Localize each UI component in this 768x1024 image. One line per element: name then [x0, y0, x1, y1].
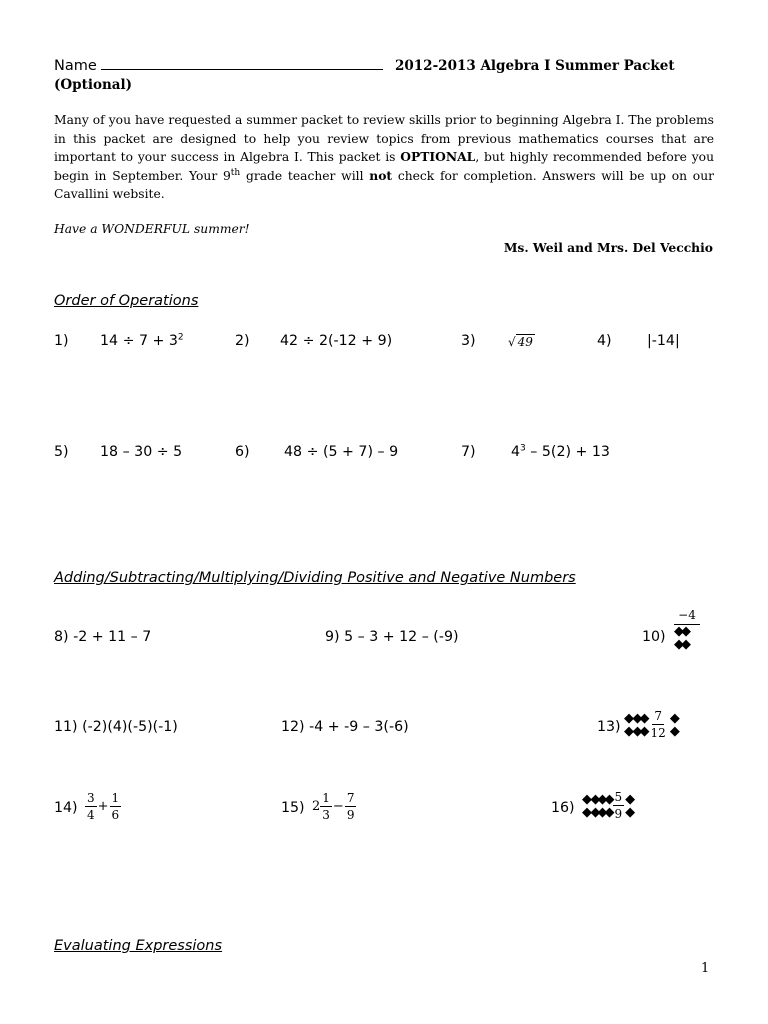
name-blank-line	[101, 57, 383, 70]
problem-5: 5)	[54, 444, 69, 460]
greeting: Have a WONDERFUL summer!	[54, 222, 250, 236]
problem-8: 8) -2 + 11 – 7	[54, 629, 152, 645]
problem-10-numerator: −4	[674, 607, 700, 625]
problem-3-sqrt: √ 49	[508, 335, 533, 349]
problem-3: 3)	[461, 333, 476, 349]
problem-13-expr: ◆ ◆◆ ◆ ◆◆ $\frac{7}{12}$ ◆ ◆	[624, 709, 677, 740]
problem-4-expr: |-14|	[647, 333, 680, 349]
signature: Ms. Weil and Mrs. Del Vecchio	[503, 240, 713, 255]
problem-14: 14)	[54, 800, 78, 816]
problem-15: 15)	[281, 800, 305, 816]
problem-12: 12) -4 + -9 – 3(-6)	[281, 719, 409, 735]
problem-1-expr: $14 \div 7 + 3^2$	[100, 332, 184, 349]
broken-glyph-icon: ◆ ◆	[669, 710, 677, 739]
packet-title: 2012-2013 Algebra I Summer Packet	[395, 58, 675, 74]
problem-9: 9) 5 – 3 + 12 – (-9)	[325, 629, 459, 645]
section-evaluating-expressions: Evaluating Expressions	[54, 938, 223, 954]
name-label: Name	[54, 57, 383, 74]
problem-1: 1)	[54, 333, 69, 349]
optional-label: (Optional)	[54, 77, 133, 93]
sqrt-symbol: √	[508, 335, 516, 349]
problem-2: 2)	[235, 333, 250, 349]
not-emphasis: not	[369, 167, 393, 183]
problem-6-expr: 48 ÷ (5 + 7) – 9	[284, 444, 399, 460]
problem-7-expr: $4^3 - 5(2) + 13$	[511, 443, 610, 460]
problem-14-expr: $\frac{3}{4}$ + $\frac{1}{6}$	[87, 791, 120, 822]
broken-glyph-icon: ◆ ◆◆ ◆ ◆◆	[624, 710, 647, 739]
problem-5-expr: 18 – 30 ÷ 5	[100, 444, 183, 460]
broken-glyph-icon: ◆◆ ◆◆	[674, 624, 688, 652]
problem-16-expr: ◆ ◆◆◆ ◆ ◆◆◆ $\frac{5}{9}$ ◆ ◆	[582, 790, 633, 821]
problem-7: 7)	[461, 444, 476, 460]
section-signed-numbers: Adding/Subtracting/Multiplying/Dividing Positive and Negative Numbers	[54, 570, 576, 586]
problem-11: 11) (-2)(4)(-5)(-1)	[54, 719, 178, 735]
section-order-of-operations: Order of Operations	[54, 293, 199, 309]
problem-15-expr: 2 $\frac{1}{3}$ − $\frac{7}{9}$	[312, 791, 355, 822]
intro-paragraph: Many of you have requested a summer packet to review skills prior to beginning Algebra I. The problems in this packet are designed to help you review topics from previous mathematics courses that are important to your success in Algebra I. This packet is OPTIONAL, but highly recommended before you begin in September. Your 9th grade teacher will not check for completion. Answers will be up on our Cavallini website.	[54, 113, 715, 201]
problem-10-fraction	[674, 607, 700, 652]
problem-2-expr: 42 ÷ 2(-12 + 9)	[280, 333, 393, 349]
broken-glyph-icon: ◆ ◆	[625, 791, 633, 820]
problem-10: 10)	[642, 629, 666, 645]
page-number: 1	[701, 961, 710, 976]
problem-6: 6)	[235, 444, 250, 460]
problem-13: 13)	[597, 719, 621, 735]
problem-16: 16)	[551, 800, 575, 816]
broken-glyph-icon: ◆ ◆◆◆ ◆ ◆◆◆	[582, 791, 612, 820]
problem-4: 4)	[597, 333, 612, 349]
optional-emphasis: OPTIONAL	[400, 149, 476, 164]
